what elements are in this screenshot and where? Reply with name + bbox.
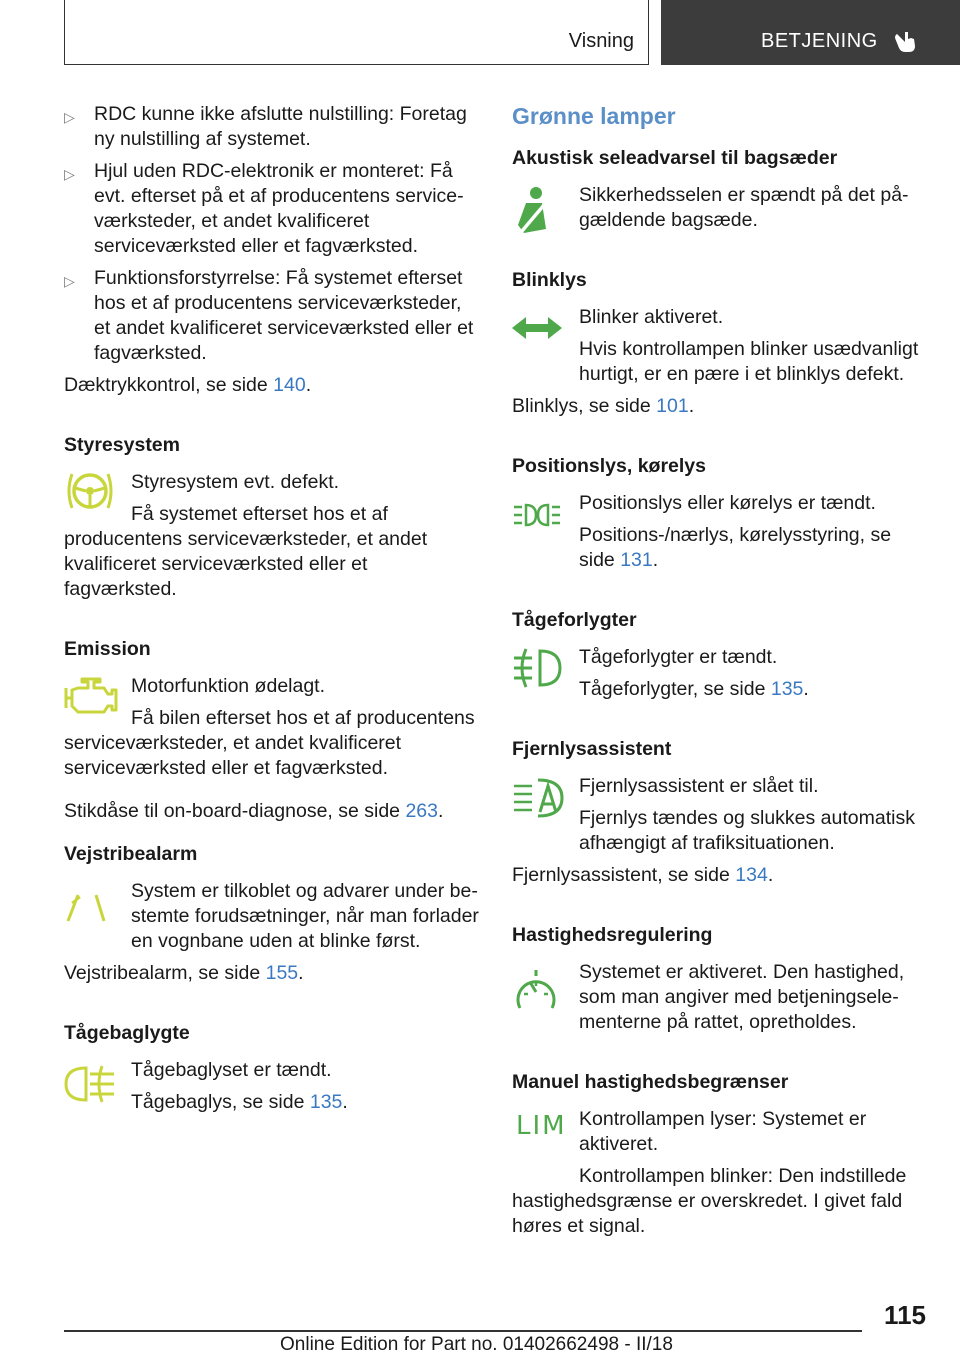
entry-text: Tågeforlygter er tændt. [579, 646, 778, 668]
entry-text: Motorfunktion ødelagt. [131, 675, 326, 697]
heading-high-beam: Fjernlysassistent [512, 738, 672, 760]
reference-text: Vejstribealarm, se side [64, 962, 266, 984]
page-link[interactable]: 131 [620, 549, 653, 571]
seatbelt-icon [512, 185, 552, 235]
rear-fog-light-icon [64, 1064, 116, 1104]
entry-seatbelt [512, 183, 926, 233]
reference-text: Stikdåse til on-board-diagnose, se side [64, 800, 406, 822]
page-link[interactable]: 140 [273, 374, 306, 396]
entry-rear-fog [64, 1058, 479, 1115]
entry-turn [512, 305, 926, 387]
heading-rear-fog: Tågebaglygte [64, 1022, 190, 1044]
entry-front-fog [512, 645, 926, 702]
heading-limiter: Manuel hastighedsbegrænser [512, 1071, 789, 1093]
list-item [64, 102, 479, 152]
entry-limiter-continued [512, 1164, 926, 1239]
entry-high-beam [512, 774, 926, 856]
bullet-triangle-icon: ▷ [64, 109, 75, 125]
reference-text: Dæktrykkontrol, se side [64, 374, 274, 396]
reference-text: Positions-/nærlys, kørelysstyring, se side [579, 524, 892, 571]
entry-text: System er tilkoblet og advarer under bestemte forudsætninger, når man forlader en vognbane uden at blinke først. [131, 880, 479, 952]
entry-steering-continued [64, 502, 479, 602]
entry-text: Få bilen efterset hos et af producentens serviceværksteder, et andet kvalificeret serviceværksted eller et fagværksted. [64, 707, 475, 779]
page-link[interactable]: 134 [735, 864, 768, 886]
heading-emission: Emission [64, 638, 151, 660]
reference-end: . [803, 678, 809, 700]
page-link[interactable]: 135 [770, 678, 804, 700]
right-column [512, 102, 926, 1246]
list-item [64, 159, 479, 259]
entry-emission [64, 674, 479, 699]
tpms-reference [64, 373, 479, 398]
bullet-triangle-icon: ▷ [64, 273, 75, 289]
entry-position [512, 491, 926, 573]
header-section-title: Visning [568, 30, 634, 52]
entry-cruise [512, 960, 926, 1035]
high-beam-assist-icon [512, 776, 564, 820]
page-link[interactable]: 155 [265, 962, 299, 984]
page-link[interactable]: 263 [405, 800, 438, 822]
heading-position: Positionslys, kørelys [512, 455, 707, 477]
entry-text: Positionslys eller kørelys er tændt. [579, 492, 876, 514]
heading-turn: Blinklys [512, 269, 587, 291]
entry-lane [64, 879, 479, 954]
heading-lane: Vejstribealarm [64, 843, 198, 865]
reference-end: . [298, 962, 304, 984]
front-fog-light-icon [512, 647, 562, 689]
entry-text: Fjernlysassistent er slået til. [579, 775, 819, 797]
high-beam-reference [512, 863, 926, 888]
reference-text: Blinklys, se side [512, 395, 657, 417]
list-item [64, 266, 479, 366]
entry-text: Sikkerhedsselen er spændt på det pågældende bagsæde. [579, 184, 909, 231]
entry-text: Blinker aktiveret. [579, 306, 724, 328]
entry-text: Kontrollampen lyser: Systemet er aktiveret. [579, 1108, 867, 1155]
page-link[interactable]: 135 [309, 1091, 343, 1113]
limiter-icon: LIM [516, 1111, 567, 1141]
turn-reference [512, 394, 926, 419]
reference-end: . [305, 374, 312, 396]
entry-text: Styresystem evt. defekt. [131, 471, 340, 493]
entry-reference [579, 677, 926, 702]
reference-text: Tågeforlygter, se side [579, 678, 771, 700]
obd-reference [64, 799, 479, 824]
heading-cruise: Hastighedsregulering [512, 924, 713, 946]
bullet-triangle-icon: ▷ [64, 166, 75, 182]
entry-steering [64, 470, 479, 495]
entry-limiter [512, 1107, 926, 1157]
reference-text: Fjernlysassistent, se side [512, 864, 736, 886]
entry-text: Få systemet efterset hos et af producentens serviceværksteder, et andet kvalificeret serviceværksted eller et fagværksted. [64, 503, 428, 600]
footer-divider [64, 1330, 862, 1332]
page-number: 115 [884, 1300, 926, 1330]
header-chapter-title: BETJENING [761, 30, 878, 52]
entry-reference [131, 1090, 479, 1115]
reference-end: . [652, 549, 659, 571]
section-title: Grønne lamper [512, 103, 676, 129]
lane-departure-icon [64, 893, 108, 923]
page-link[interactable]: 101 [656, 395, 689, 417]
entry-reference [579, 523, 926, 573]
left-column [64, 102, 479, 1122]
entry-emission-continued [64, 706, 479, 781]
entry-text: Hvis kontrollampen blinker usædvanligt hurtigt, er en pære i et blinklys defekt. [579, 338, 919, 385]
entry-text: Tågebaglyset er tændt. [131, 1059, 332, 1081]
header-section-box [64, 0, 649, 65]
reference-end: . [767, 864, 774, 886]
lane-reference [64, 961, 479, 986]
cruise-control-icon [512, 968, 560, 1012]
reference-end: . [688, 395, 695, 417]
entry-text: Kontrollampen blinker: Den indstillede hastighedsgrænse er overskredet. I givet fald høres et signal. [512, 1165, 907, 1237]
entry-text: Fjernlys tændes og slukkes automatisk afhængigt af trafiksituationen. [579, 807, 915, 854]
reference-end: . [438, 800, 444, 822]
list-item-text: RDC kunne ikke afslutte nulstilling: Foretag ny nulstilling af systemet. [94, 103, 467, 150]
pointing-hand-icon [893, 26, 919, 54]
heading-front-fog: Tågeforlygter [512, 609, 637, 631]
list-item-text: Funktionsforstyrrelse: Få systemet efterset hos et af producentens serviceværksteder, et andet kvalificeret serviceværksted eller et fagværksted. [94, 267, 474, 364]
heading-steering: Styresystem [64, 434, 180, 456]
footer-edition: Online Edition for Part no. 01402662498 - II/18 [280, 1334, 673, 1355]
entry-text: Systemet er aktiveret. Den hastighed, som man angiver med betjeningselementerne på rattet, opretholdes. [579, 961, 905, 1033]
turn-signal-icon [512, 315, 562, 341]
parking-light-icon [512, 503, 562, 527]
header-chapter-box [661, 0, 960, 65]
reference-text: Tågebaglys, se side [131, 1091, 310, 1113]
heading-seatbelt: Akustisk seleadvarsel til bagsæder [512, 147, 838, 169]
reference-end: . [342, 1091, 348, 1113]
list-item-text: Hjul uden RDC-elektronik er monteret: Få evt. efterset på et af producentens serviceværksteder, et andet kvalificeret serviceværksted eller et fagværksted. [94, 160, 464, 257]
